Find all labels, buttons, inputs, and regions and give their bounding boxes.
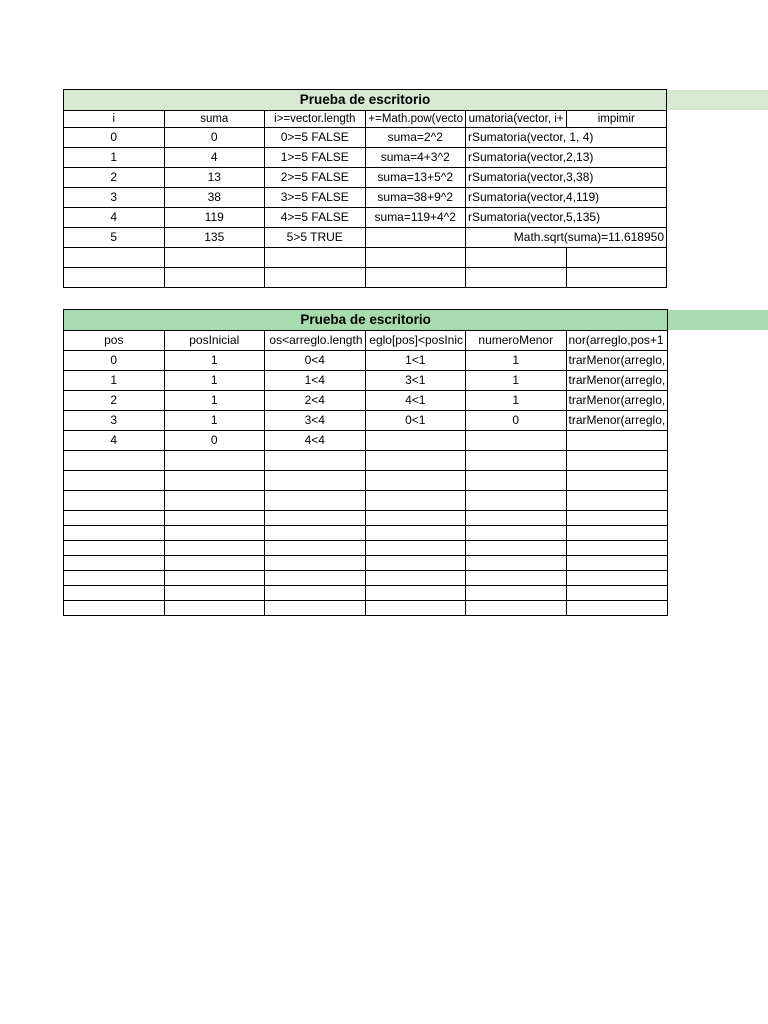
- table-cell[interactable]: trarMenor(arreglo,: [566, 391, 668, 411]
- table-cell[interactable]: [365, 471, 466, 491]
- table-cell[interactable]: 1: [466, 351, 567, 371]
- table1-header-cell[interactable]: suma: [164, 111, 265, 128]
- table-cell[interactable]: [466, 601, 567, 616]
- table-cell[interactable]: [64, 471, 165, 491]
- table-cell[interactable]: [466, 541, 567, 556]
- table-cell[interactable]: 2<4: [265, 391, 366, 411]
- table-cell[interactable]: suma=13+5^2: [365, 168, 466, 188]
- table-row: [64, 371, 668, 391]
- table-cell[interactable]: 1: [164, 371, 265, 391]
- table-cell[interactable]: [64, 248, 165, 268]
- table-cell[interactable]: 1: [466, 371, 567, 391]
- table-cell[interactable]: [466, 491, 567, 511]
- table2-header-cell[interactable]: posInicial: [164, 331, 265, 351]
- table-cell[interactable]: [265, 526, 366, 541]
- table-cell[interactable]: trarMenor(arreglo,: [566, 371, 668, 391]
- table-cell[interactable]: [265, 491, 366, 511]
- table-cell[interactable]: [466, 511, 567, 526]
- table-row: [64, 248, 667, 268]
- table-cell[interactable]: [64, 556, 165, 571]
- table1-header-row: [64, 111, 667, 128]
- table-cell[interactable]: [566, 541, 668, 556]
- table-cell[interactable]: [265, 248, 366, 268]
- table-cell[interactable]: [365, 431, 466, 451]
- table-cell[interactable]: [466, 526, 567, 541]
- table-row: [64, 601, 668, 616]
- table-row: [64, 451, 668, 471]
- table-cell[interactable]: 2: [64, 391, 165, 411]
- table-cell[interactable]: 2>=5 FALSE: [265, 168, 366, 188]
- table2-header-cell[interactable]: os<arreglo.length: [265, 331, 366, 351]
- table-cell[interactable]: 1: [164, 391, 265, 411]
- table-row: [64, 511, 668, 526]
- table-cell[interactable]: trarMenor(arreglo,: [566, 351, 668, 371]
- table-cell[interactable]: 4<4: [265, 431, 366, 451]
- table-cell[interactable]: rSumatoria(vector,5,135): [466, 208, 667, 228]
- table-cell[interactable]: [365, 601, 466, 616]
- table-cell[interactable]: rSumatoria(vector, 1, 4): [466, 128, 667, 148]
- table-cell[interactable]: [265, 471, 366, 491]
- table-cell[interactable]: 119: [164, 208, 265, 228]
- table-cell[interactable]: 1: [164, 351, 265, 371]
- table-cell[interactable]: [365, 571, 466, 586]
- table-cell[interactable]: [566, 586, 668, 601]
- table-cell[interactable]: [466, 268, 567, 288]
- table-row: [64, 188, 667, 208]
- table-row: [64, 351, 668, 371]
- table-row: [64, 228, 667, 248]
- table-row: [64, 571, 668, 586]
- table-cell[interactable]: [64, 541, 165, 556]
- table-cell[interactable]: 3>=5 FALSE: [265, 188, 366, 208]
- table-cell[interactable]: 4>=5 FALSE: [265, 208, 366, 228]
- table-cell[interactable]: 1<1: [365, 351, 466, 371]
- table-cell[interactable]: [265, 571, 366, 586]
- table-cell[interactable]: [164, 541, 265, 556]
- table-cell[interactable]: 1: [64, 148, 165, 168]
- table-cell[interactable]: [566, 268, 667, 288]
- table-cell[interactable]: [365, 526, 466, 541]
- table-cell[interactable]: [566, 431, 668, 451]
- desk-check-table-1: [63, 89, 667, 288]
- table2-header-cell[interactable]: nor(arreglo,pos+1: [566, 331, 668, 351]
- table-row: [64, 431, 668, 451]
- table-cell[interactable]: [566, 491, 668, 511]
- table1-header-cell[interactable]: umatoria(vector, i+: [466, 111, 567, 128]
- table-cell[interactable]: [466, 586, 567, 601]
- table-cell[interactable]: [365, 228, 466, 248]
- table-cell[interactable]: rSumatoria(vector,4,119): [466, 188, 667, 208]
- table-cell[interactable]: [466, 471, 567, 491]
- table1-header-cell[interactable]: i: [64, 111, 165, 128]
- table-cell[interactable]: suma=119+4^2: [365, 208, 466, 228]
- table-cell[interactable]: [164, 451, 265, 471]
- table-cell[interactable]: 0<1: [365, 411, 466, 431]
- table-cell[interactable]: 3: [64, 411, 165, 431]
- table-cell[interactable]: 1>=5 FALSE: [265, 148, 366, 168]
- table-cell[interactable]: [265, 511, 366, 526]
- table-row: [64, 586, 668, 601]
- table-cell[interactable]: [164, 268, 265, 288]
- table-cell[interactable]: [164, 526, 265, 541]
- table2-title-fill: [666, 310, 768, 330]
- table-cell[interactable]: 3<4: [265, 411, 366, 431]
- table-cell[interactable]: [365, 451, 466, 471]
- table-cell[interactable]: [466, 556, 567, 571]
- table-cell[interactable]: 2: [64, 168, 165, 188]
- table-cell[interactable]: trarMenor(arreglo,: [566, 411, 668, 431]
- table-cell[interactable]: [365, 556, 466, 571]
- table-row: [64, 541, 668, 556]
- table-cell[interactable]: suma=38+9^2: [365, 188, 466, 208]
- table-cell[interactable]: [265, 556, 366, 571]
- table1-header-cell[interactable]: i>=vector.length: [265, 111, 366, 128]
- table-cell[interactable]: 4<1: [365, 391, 466, 411]
- table1-title[interactable]: Prueba de escritorio: [64, 90, 667, 111]
- table-cell[interactable]: [164, 248, 265, 268]
- table-cell[interactable]: [365, 586, 466, 601]
- table2-header-cell[interactable]: numeroMenor: [466, 331, 567, 351]
- table-cell[interactable]: 0>=5 FALSE: [265, 128, 366, 148]
- table-cell[interactable]: [164, 491, 265, 511]
- table-row: [64, 391, 668, 411]
- table-cell[interactable]: 1<4: [265, 371, 366, 391]
- table-cell[interactable]: 0: [164, 128, 265, 148]
- table-cell[interactable]: [164, 601, 265, 616]
- table-cell[interactable]: [265, 541, 366, 556]
- table-cell[interactable]: Math.sqrt(suma)=11.618950: [466, 228, 667, 248]
- table-cell[interactable]: 1: [64, 371, 165, 391]
- table-cell[interactable]: [566, 556, 668, 571]
- table-cell[interactable]: [64, 268, 165, 288]
- table-cell[interactable]: [265, 586, 366, 601]
- table-cell[interactable]: [566, 248, 667, 268]
- table-cell[interactable]: 0: [64, 351, 165, 371]
- table-row: [64, 148, 667, 168]
- table-cell[interactable]: 0<4: [265, 351, 366, 371]
- table-row: [64, 556, 668, 571]
- table-cell[interactable]: [566, 601, 668, 616]
- desk-check-table-2: [63, 309, 668, 616]
- table-cell[interactable]: [566, 511, 668, 526]
- table-cell[interactable]: suma=2^2: [365, 128, 466, 148]
- table-cell[interactable]: 0: [164, 431, 265, 451]
- table-cell[interactable]: 3: [64, 188, 165, 208]
- table-cell[interactable]: [64, 571, 165, 586]
- table-cell[interactable]: [466, 431, 567, 451]
- table1-title-fill: [666, 90, 768, 110]
- table-cell[interactable]: [64, 601, 165, 616]
- table-cell[interactable]: [365, 268, 466, 288]
- table-cell[interactable]: [64, 586, 165, 601]
- table-cell[interactable]: [164, 511, 265, 526]
- table2-header-cell[interactable]: pos: [64, 331, 165, 351]
- table-cell[interactable]: 13: [164, 168, 265, 188]
- table-cell[interactable]: [265, 601, 366, 616]
- table-cell[interactable]: 38: [164, 188, 265, 208]
- table-cell[interactable]: [466, 571, 567, 586]
- table-cell[interactable]: [566, 451, 668, 471]
- table-row: [64, 128, 667, 148]
- table-cell[interactable]: [365, 248, 466, 268]
- table-cell[interactable]: 4: [164, 148, 265, 168]
- table-cell[interactable]: 4: [64, 431, 165, 451]
- table-row: [64, 208, 667, 228]
- table-cell[interactable]: [64, 526, 165, 541]
- table-cell[interactable]: 0: [466, 411, 567, 431]
- table-row: [64, 491, 668, 511]
- table1-header-cell[interactable]: impimir: [566, 111, 667, 128]
- table-cell[interactable]: [164, 571, 265, 586]
- table-cell[interactable]: [64, 511, 165, 526]
- table-cell[interactable]: 0: [64, 128, 165, 148]
- table-cell[interactable]: 3<1: [365, 371, 466, 391]
- table-cell[interactable]: 5: [64, 228, 165, 248]
- table-row: [64, 268, 667, 288]
- table-cell[interactable]: 135: [164, 228, 265, 248]
- table-row: [64, 168, 667, 188]
- table-cell[interactable]: [466, 248, 567, 268]
- table-cell[interactable]: 1: [466, 391, 567, 411]
- table-cell[interactable]: suma=4+3^2: [365, 148, 466, 168]
- table-cell[interactable]: [365, 511, 466, 526]
- table-cell[interactable]: [265, 451, 366, 471]
- table-row: [64, 471, 668, 491]
- table2-header-row: [64, 331, 668, 351]
- table-cell[interactable]: 1: [164, 411, 265, 431]
- table-cell[interactable]: 5>5 TRUE: [265, 228, 366, 248]
- table-row: [64, 526, 668, 541]
- table-cell[interactable]: [164, 471, 265, 491]
- table1-header-cell[interactable]: +=Math.pow(vecto: [365, 111, 466, 128]
- table-cell[interactable]: [466, 451, 567, 471]
- table-cell[interactable]: [64, 451, 165, 471]
- table-cell[interactable]: [365, 491, 466, 511]
- table2-title[interactable]: Prueba de escritorio: [64, 310, 668, 331]
- table2-header-cell[interactable]: eglo[pos]<posInic: [365, 331, 466, 351]
- table-cell[interactable]: [265, 268, 366, 288]
- table-row: [64, 411, 668, 431]
- table-cell[interactable]: [566, 571, 668, 586]
- table-cell[interactable]: rSumatoria(vector,2,13): [466, 148, 667, 168]
- table-cell[interactable]: 4: [64, 208, 165, 228]
- table-cell[interactable]: rSumatoria(vector,3,38): [466, 168, 667, 188]
- table-cell[interactable]: [64, 491, 165, 511]
- table-cell[interactable]: [164, 586, 265, 601]
- table-cell[interactable]: [365, 541, 466, 556]
- table-cell[interactable]: [164, 556, 265, 571]
- table-cell[interactable]: [566, 471, 668, 491]
- table-cell[interactable]: [566, 526, 668, 541]
